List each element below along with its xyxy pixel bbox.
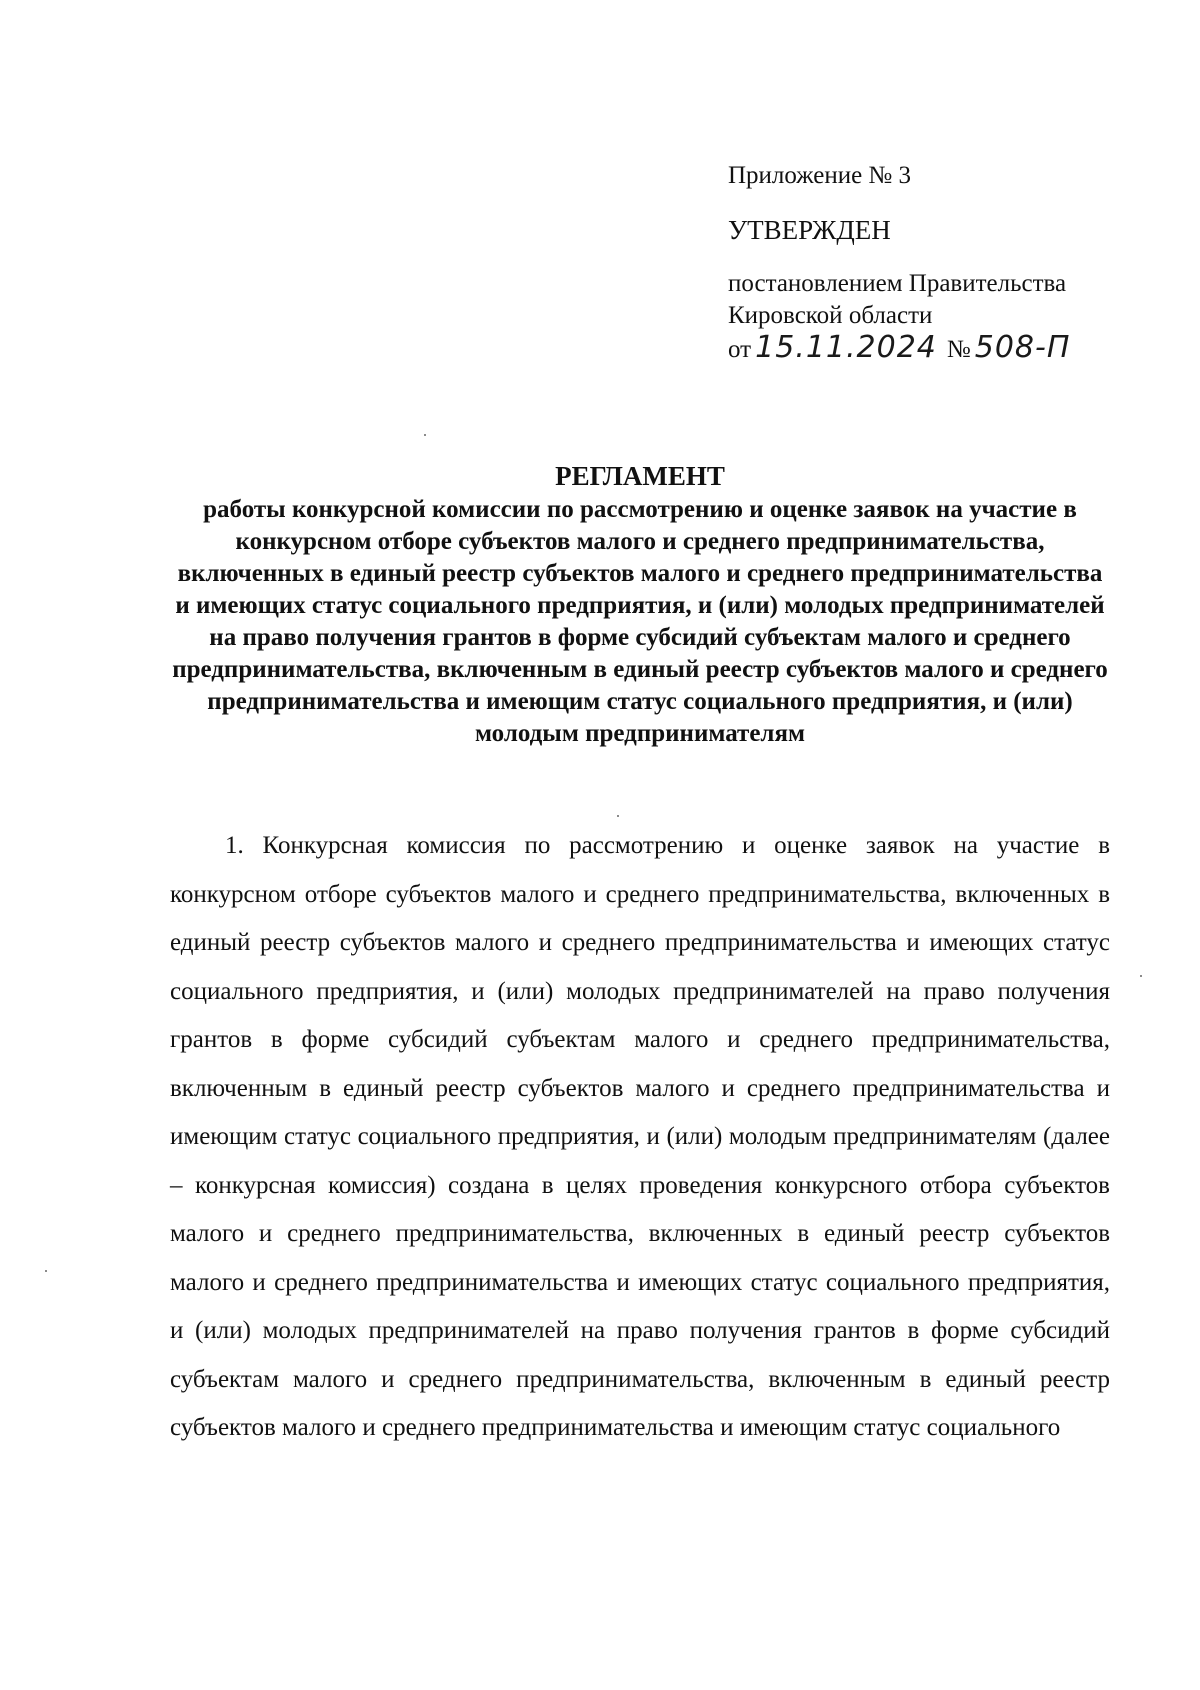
scan-speck (617, 815, 619, 817)
appendix-label: Приложение № 3 (728, 162, 912, 189)
body-paragraph-1: 1. Конкурсная комиссия по рассмотрению и оценке заявок на участие в конкурсном отборе субъектов малого и среднего предпринимательства, включенных в единый реестр субъектов малого и среднего предпринимательства и имеющих статус социального предприятия, и (или) молодых предпринимателей на право получения грантов в форме субсидий субъектам малого и среднего предпринимательства, включенным в единый реестр субъектов малого и среднего предпринимательства и имеющим статус социального предприятия, и (или) молодым предпринимателям (далее – конкурсная комиссия) создана в целях проведения конкурсного отбора субъектов малого и среднего предпринимательства, включенных в единый реестр субъектов малого и среднего предпринимательства и имеющих статус социального предприятия, и (или) молодых предпринимателей на право получения грантов в форме субсидий субъектам малого и среднего предпринимательства, включенным в единый реестр субъектов малого и среднего предпринимательства и имеющим статус социального (170, 832, 1110, 1441)
document-heading: РЕГЛАМЕНТ (555, 461, 725, 491)
scan-speck (424, 434, 426, 436)
approval-region-line: Кировской области (728, 302, 933, 329)
approved-label: УТВЕРЖДЕН (728, 215, 891, 245)
title-block (170, 460, 1110, 750)
scan-speck (45, 1270, 47, 1272)
document-subtitle: работы конкурсной комиссии по рассмотрению и оценке заявок на участие в конкурсном отборе субъектов малого и среднего предпринимательства, включенных в единый реестр субъектов малого и среднего предпринимательства и имеющих статус социального предприятия, и (или) молодых предпринимателей на право получения грантов в форме субсидий субъектам малого и среднего предпринимательства, включенным в единый реестр субъектов малого и среднего предпринимательства и имеющим статус социального предприятия, и (или) молодым предпринимателям (172, 496, 1108, 747)
scan-speck (1140, 975, 1142, 977)
date-prefix: от (728, 336, 752, 363)
handwritten-number: 508-П (974, 330, 1071, 365)
handwritten-date: 15.11.2024 (755, 330, 937, 365)
approval-block (728, 160, 1148, 366)
approval-authority-line: постановлением Правительства (728, 270, 1067, 297)
number-prefix: № (946, 336, 971, 363)
approval-date-line (728, 332, 1148, 366)
